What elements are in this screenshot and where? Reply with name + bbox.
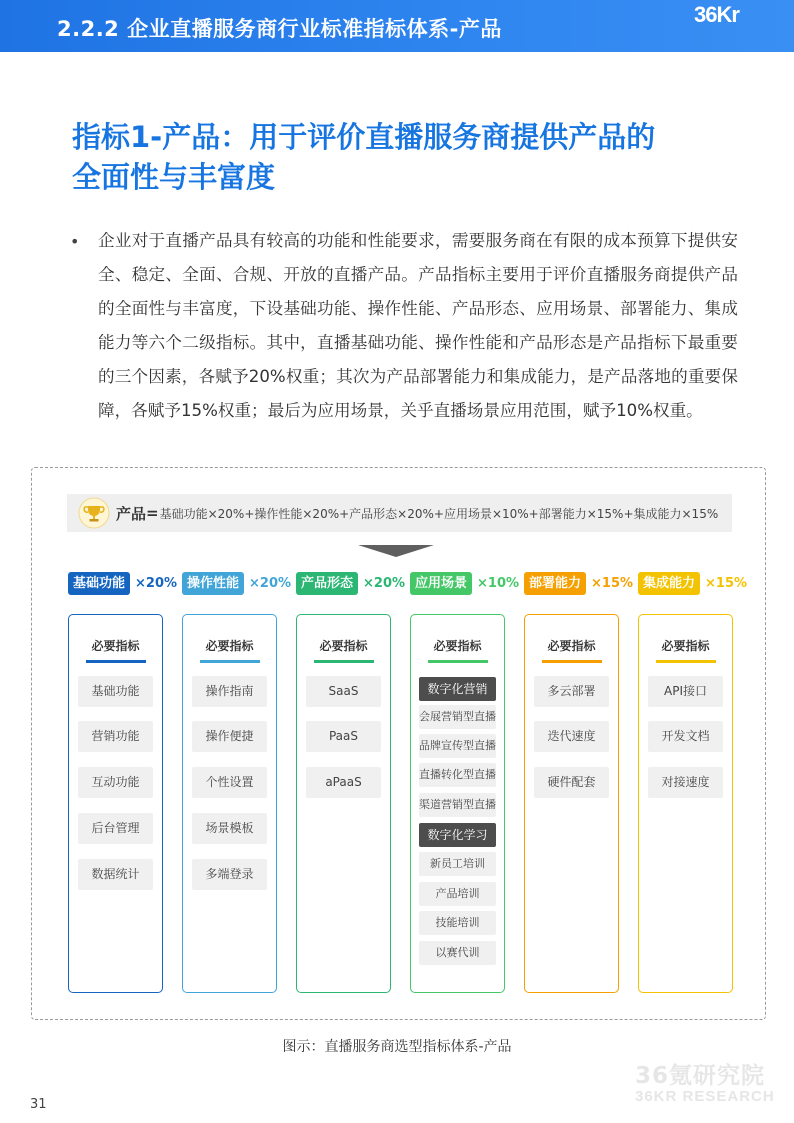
indicator-chip: 硬件配套: [534, 767, 609, 798]
indicator-chip: SaaS: [306, 676, 381, 707]
page-heading: [72, 117, 752, 197]
indicator-chip: API接口: [648, 676, 723, 707]
category-operation-performance: [182, 572, 291, 595]
column-underline: [314, 660, 374, 663]
watermark-en: 36KR RESEARCH: [635, 1088, 775, 1105]
indicator-chip: 多端登录: [192, 859, 267, 890]
column-operation-performance: [182, 614, 277, 993]
indicator-chip: 会展营销型直播: [419, 705, 496, 729]
column-head: 必要指标: [91, 639, 140, 653]
category-tag: 应用场景: [410, 572, 472, 595]
category-tag: 产品形态: [296, 572, 358, 595]
category-tag: 部署能力: [524, 572, 586, 595]
category-weight: ×15%: [591, 576, 634, 591]
category-basic-function: [68, 572, 177, 595]
indicator-chip: 开发文档: [648, 721, 723, 752]
indicator-chip: 以赛代训: [419, 941, 496, 965]
category-tag: 操作性能: [182, 572, 244, 595]
section-title: 2.2.2 企业直播服务商行业标准指标体系-产品: [57, 17, 502, 41]
column-head: 必要指标: [319, 639, 368, 653]
indicator-chip: 后台管理: [78, 813, 153, 844]
indicator-chip: 营销功能: [78, 721, 153, 752]
column-integration: [638, 614, 733, 993]
column-application-scenario: [410, 614, 505, 993]
36kr-logo: [694, 0, 794, 52]
column-head: 必要指标: [661, 639, 710, 653]
category-tag: 基础功能: [68, 572, 130, 595]
watermark: [635, 1057, 780, 1105]
trophy-icon: [78, 497, 110, 529]
figure-caption: 图示：直播服务商选型指标体系-产品: [282, 1039, 512, 1055]
logo-text: 36Kr: [694, 2, 739, 27]
heading-line-1: 指标1-产品：用于评价直播服务商提供产品的: [72, 120, 656, 154]
group-label-digital-marketing: 数字化营销: [419, 677, 496, 701]
category-weight: ×15%: [705, 576, 748, 591]
page-number: 31: [30, 1097, 47, 1112]
category-deployment: [524, 572, 633, 595]
indicator-chip: 渠道营销型直播: [419, 793, 496, 817]
indicator-chip: aPaaS: [306, 767, 381, 798]
column-deployment: [524, 614, 619, 993]
indicator-chip: 操作指南: [192, 676, 267, 707]
group-label-digital-learning: 数字化学习: [419, 823, 496, 847]
indicator-chip: 互动功能: [78, 767, 153, 798]
column-head: 必要指标: [547, 639, 596, 653]
body-paragraph: 企业对于直播产品具有较高的功能和性能要求，需要服务商在有限的成本预算下提供安全、稳定、全面、合规、开放的直播产品。产品指标主要用于评价直播服务商提供产品的全面性与丰富度，下设基础功能、操作性能、产品形态、应用场景、部署能力、集成能力等六个二级指标。其中，直播基础功能、操作性能和产品形态是产品指标下最重要的三个因素，各赋予20%权重；其次为产品部署能力和集成能力，是产品落地的重要保障，各赋予15%权重；最后为应用场景，关乎直播场景应用范围，赋予10%权重。: [98, 231, 738, 420]
indicator-chip: 新员工培训: [419, 852, 496, 876]
formula-equals: =: [146, 504, 159, 522]
indicator-chip: 技能培训: [419, 911, 496, 935]
indicator-chip: PaaS: [306, 721, 381, 752]
indicator-chip: 多云部署: [534, 676, 609, 707]
category-integration: [638, 572, 747, 595]
indicator-chip: 场景模板: [192, 813, 267, 844]
formula-label: 产品: [116, 504, 147, 523]
category-tag: 集成能力: [638, 572, 700, 595]
formula-text: 基础功能×20%+操作性能×20%+产品形态×20%+应用场景×10%+部署能力×15%+集成能力×15%: [159, 506, 719, 521]
indicator-chip: 迭代速度: [534, 721, 609, 752]
column-underline: [542, 660, 602, 663]
watermark-cn: 36氪研究院: [635, 1063, 766, 1089]
category-application-scenario: [410, 572, 519, 595]
indicator-chip: 直播转化型直播: [419, 763, 496, 787]
column-underline: [656, 660, 716, 663]
column-underline: [86, 660, 146, 663]
indicator-chip: 操作便捷: [192, 721, 267, 752]
category-weight: ×10%: [477, 576, 520, 591]
category-weight: ×20%: [249, 576, 292, 591]
column-underline: [200, 660, 260, 663]
column-basic-function: [68, 614, 163, 993]
indicator-chip: 对接速度: [648, 767, 723, 798]
indicator-chip: 个性设置: [192, 767, 267, 798]
column-product-form: [296, 614, 391, 993]
indicator-chip: 基础功能: [78, 676, 153, 707]
bullet-icon: •: [70, 232, 80, 251]
heading-line-2: 全面性与丰富度: [72, 160, 276, 194]
arrow-down-icon: [358, 545, 434, 557]
indicator-chip: 产品培训: [419, 882, 496, 906]
category-product-form: [296, 572, 405, 595]
indicator-chip: 品牌宣传型直播: [419, 734, 496, 758]
category-weight: ×20%: [363, 576, 406, 591]
formula-bar: [67, 494, 732, 532]
category-weight: ×20%: [135, 576, 178, 591]
column-head: 必要指标: [205, 639, 254, 653]
indicator-chip: 数据统计: [78, 859, 153, 890]
column-underline: [428, 660, 488, 663]
header-bar: [0, 0, 794, 52]
column-head: 必要指标: [433, 639, 482, 653]
